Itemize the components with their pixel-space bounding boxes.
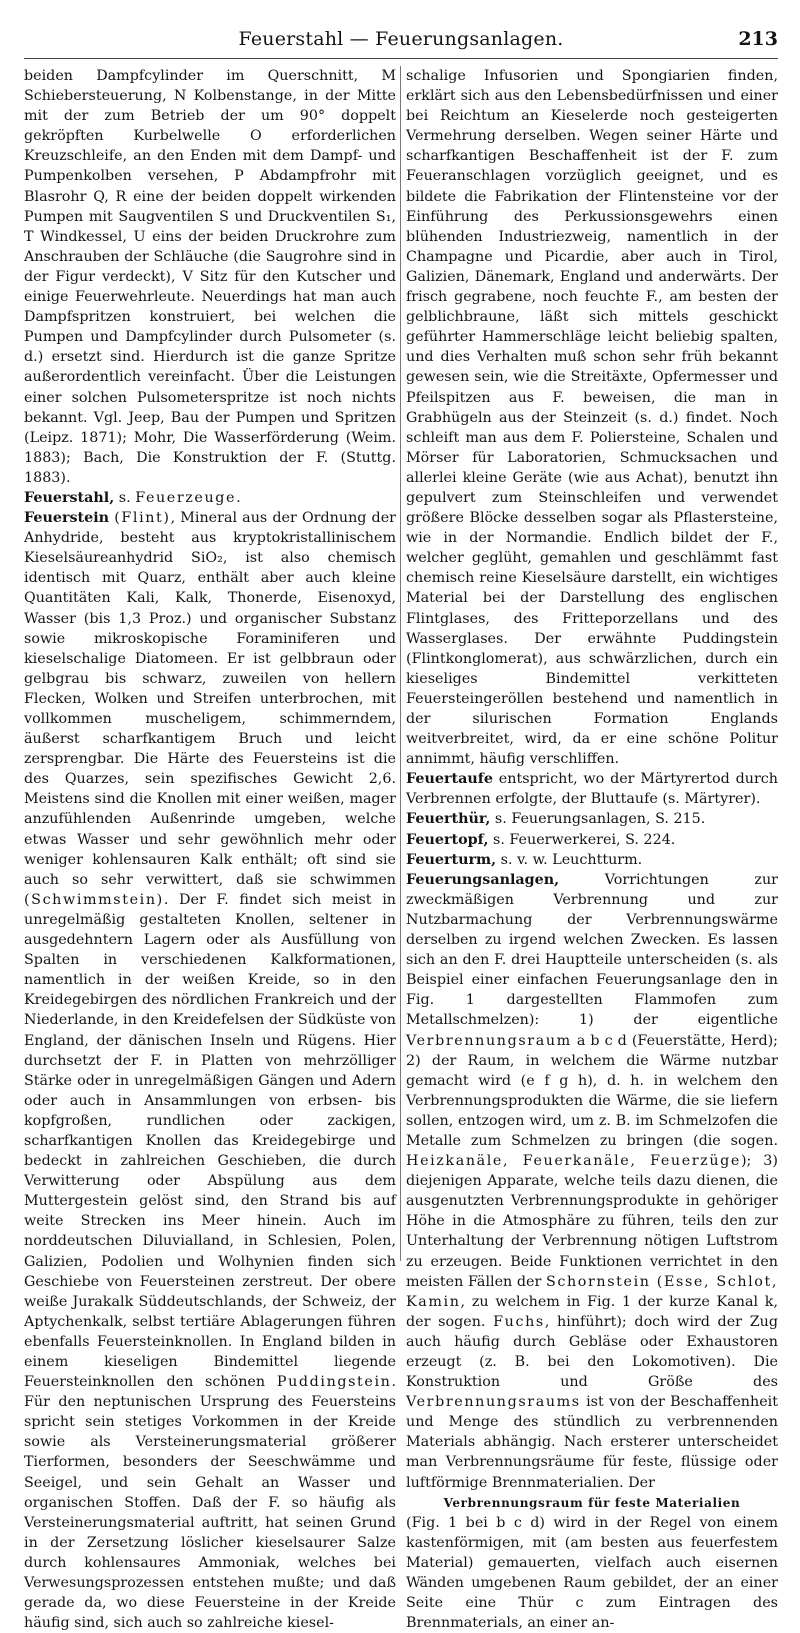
entry-text: , hinführt); doch wird der Zug auch häufig durch Gebläse oder Exhaustoren erzeugt (z. B. bei den Lokomotiven). Die Konstruktion und Größe des [406,1313,778,1391]
lemma-feuerthuer: Feuerthür, [406,811,491,828]
term-verbrennungsraum: Verbrennungsraum [406,1032,572,1049]
lemma-feuerungsanlagen: Feuerungsanlagen, [406,871,560,888]
entry-text: ); 3) diejenigen Apparate, welche teils dazu dienen, die ausgenutzten Verbrennungsprodukte in gehöriger Höhe in die Atmosphäre zu führen, teils den zur Unterhaltung der Verbrennung nötigen Luftstrom zu erzeugen. Beide Funktionen verrichtet in den meisten Fällen der [406,1153,778,1290]
paragraph-verbrennungsraum: (Fig. 1 bei b c d) wird in der Regel von einem kastenförmigen, mit (am besten aus feuerfestem Material) gemauerten, vielfach auch eisernen Wänden umgebenen Raum gebildet, der an einer Seite eine Thür c zum Eintragen des Brennmaterials, an einer an- [406,1514,778,1632]
column-divider [400,66,401,1261]
running-title: Feuerstahl — Feuerungsanlagen. [238,28,564,50]
entry-text: . Der F. findet sich meist in unregelmäßig gestalteten Knollen, seltener in ausgedehntern Lagern oder als Ausfüllung von Spalten in verschiedenen Kalkformationen, namentlich in der weißen Kreide, so in den Kreidegebirgen des nördlichen Frankreich und der Niederlande, in den Kreidefelsen der Südküste von England, der dänischen Inseln und Rügens. Hier durchsetzt der F. in Platten von mehrzölliger Stärke oder in unregelmäßigen Gängen und Adern oder auch in Ansammlungen von erbsen- bis kopfgroßen, rundlichen oder zackigen, scharfkantigen Knollen das Kreidegebirge und bedeckt in zahlreichen Geschieben, die durch Verwitterung oder Abspülung aus dem Muttergestein gelöst sind, den Strand bis auf weite Strecken ins Meer hinein. Auch im norddeutschen Diluvialland, in Schlesien, Polen, Galizien, Podolien und Wolhynien finden sich Geschiebe von Feuersteinen zerstreut. Der obere weiße Jurakalk Süddeutschlands, der Schweiz, der Aptychenkalk, selbst tertiäre Ablagerungen führen ebenfalls Feuersteinknollen. In England bilden in einem kieseligen Bindemittel liegende Feuersteinknollen den schönen [24,891,396,1391]
cross-reference: Feuerzeuge. [135,489,243,506]
paragraph-feuerstein-continued: schalige Infusorien und Spongiarien finden, erklärt sich aus den Lebensbedürfnissen und einer bei Reichtum an Kieselerde noch gesteigerten Vermehrung derselben. Wegen seiner Härte und scharfkantigen Beschaffenheit ist der F. zum Feueranschlagen vorzüglich geeignet, und es bildete die Fabrikation der Flintensteine vor der Einführung des Perkussionsgewehrs einen blühenden Industriezweig, namentlich in der Champagne und Picardie, aber auch in Tirol, Galizien, Dänemark, England und anderwärts. Der frisch gegrabene, noch feuchte F., am besten der gelblichbraune, läßt sich mittels geschickt geführter Hammerschläge leicht beliebig spalten, und dies Verhalten muß schon sehr früh bekannt gewesen sein, wie die Streitäxte, Opfermesser und Pfeilspitzen aus F. beweisen, die man in Grabhügeln aus der Steinzeit (s. d.) findet. Noch schleift man aus dem F. Poliersteine, Schalen und Mörser für Laboratorien, Schmucksachen und allerlei kleine Geräte (wie aus Achat), benutzt ihn gepulvert zum Steinschleifen und verwendet größere Blöcke desselben sogar als Pflastersteine, wie in der Normandie. Endlich bildet der F., welcher geglüht, gemahlen und geschlämmt fast chemisch reine Kieselsäure darstellt, ein wichtiges Material bei der Darstellung des englischen Flintglases, des Fritteporzellans und des Wasserglases. Der erwähnte Puddingstein (Flintkonglomerat), aus schwärzlichen, durch ein kieseliges Bindemittel verkitteten Feuersteingeröllen bestehend und namentlich in der silurischen Formation Englands weitverbreitet, wird, da er eine schöne Politur annimmt, häufig verschliffen. [406,68,778,768]
entry-feuerthuer [406,809,778,829]
entry-text: . Für den neptunischen Ursprung des Feuersteins spricht sein stetiges Vorkommen in der Kreide sowie als Versteinerungsmaterial größerer Tierformen, besonders der Seeschwämme und Seeigel, und sein Gehalt an Wasser und organischen Stoffen. Daß der F. so häufig als Versteinerungsmaterial auftritt, hat seinen Grund in der Zersetzung löslicher kieselsaurer Salze durch kohlensaures Ammoniak, welches bei Verwesungsprozessen entstehen mußte; und daß gerade da, wo diese Feuersteine in der Kreide häufig sind, sich auch so zahlreiche kiesel- [24,1374,396,1632]
entry-text: entspricht, wo der Märtyrertod durch Verbrennen erfolgte, der Bluttaufe (s. Märtyrer). [406,771,778,808]
paragraph-feuerspritze-continued: beiden Dampfcylinder im Querschnitt, M Schiebersteuerung, N Kolbenstange, in der Mitte mit der zum Betrieb der um 90° doppelt gekröpften Kurbelwelle O erforderlichen Kreuzschleife, an den Enden mit dem Dampf- und Pumpenkolben versehen, P Abdampfrohr mit Blasrohr Q, R eine der beiden doppelt wirkenden Pumpen mit Saugventilen S und Druckventilen S₁, T Windkessel, U eins der beiden Druckrohre zum Anschrauben der Schläuche (die Saugrohre sind in der Figur verdeckt), V Sitz für den Kutscher und einige Feuerwehrleute. Neuerdings hat man auch Dampfspritzen konstruiert, bei welchen die Pumpen und Dampfcylinder durch Pulsometer (s. d.) ersetzt sind. Hierdurch ist die ganze Spritze außerordentlich vereinfacht. Über die Leistungen einer solchen Pulsometerspritze ist noch nichts bekannt. Vgl. Jeep, Bau der Pumpen und Spritzen (Leipz. 1871); Mohr, Die Wasserförderung (Weim. 1883); Bach, Die Konstruktion der F. (Stuttg. 1883). [24,68,396,486]
page-header [24,22,778,59]
lemma-feuertaufe: Feuertaufe [406,771,493,788]
cross-reference: s. v. w. Leuchtturm. [496,851,643,868]
ref-prefix: s. [118,489,131,506]
entry-feuerungsanlagen [406,870,778,1493]
right-column [406,66,779,1632]
entry-feuerturm [406,850,778,870]
entry-text: a b c d (Feuerstätte, Herd); 2) der Raum, in welchem die Wärme nutzbar gemacht wird (e f g h), d. h. in welchem den Verbrennungsprodukten die Wärme, die sie liefern sollen, entzogen wird, um z. B. im Schmelzofen die Metalle zum Schmelzen zu bringen (die sogen. [406,1032,778,1149]
cross-reference: s. Feuerungsanlagen, S. 215. [490,811,706,828]
entry-text: , zu welchem in Fig. 1 der kurze Kanal k, der sogen. [406,1293,778,1330]
entry-feuerstein [24,508,396,1633]
term-schornstein: Schornstein (Esse, Schlot, Kamin [406,1273,779,1310]
synonym: (Flint) [114,510,171,527]
entry-feuerstahl [24,488,396,508]
page-number: 213 [738,28,778,50]
entry-feuertopf [406,830,778,850]
term-puddingstein: Puddingstein [276,1374,392,1391]
lemma-feuerturm: Feuerturm, [406,851,497,868]
term-fuchs: Fuchs [493,1313,545,1330]
term-heizkanaele: Heizkanäle, Feuerkanäle, Feuerzüge [406,1153,741,1170]
entry-text: Vorrichtungen zur zweckmäßigen Verbrennung und zur Nutzbarmachung der Verbrennungswärme derselben zu irgend welchen Zwecken. Es lassen sich an den F. drei Hauptteile unterscheiden (s. als Beispiel einer einfachen Feuerungsanlage den in Fig. 1 dargestellten Flammofen zum Metallschmelzen): 1) der eigentliche [406,871,778,1029]
lemma-feuerstahl: Feuerstahl, [24,489,115,506]
subheading: Verbrennungsraum für feste Materialien [443,1495,741,1510]
lemma-feuerstein: Feuerstein [24,510,110,527]
entry-feuertaufe [406,769,778,809]
term-verbrennungsraums: Verbrennungsraums [406,1394,581,1411]
lemma-feuertopf: Feuertopf, [406,831,489,848]
term-schwimmstein: (Schwimmstein) [24,891,164,908]
left-column [24,66,397,1632]
entry-text: , Mineral aus der Ordnung der Anhydride, besteht aus kryptokristallinischem Kieselsäureanhydrid SiO₂, ist also chemisch identisch mit Quarz, enthält aber auch kleine Quantitäten Kali, Kalk, Thonerde, Eisenoxyd, Wasser (bis 1,3 Proz.) und organischer Substanz sowie mikroskopische Foraminiferen und kieselschalige Diatomeen. Er ist gelbbraun oder gelbgrau bis schwarz, zuweilen von hellern Flecken, Wolken und Streifen unterbrochen, mit vollkommen muscheligem, schimmerndem, äußerst scharfkantigem Bruch und leicht zersprengbar. Die Härte des Feuersteins ist die des Quarzes, sein spezifisches Gewicht 2,6. Meistens sind die Knollen mit einer weißen, mager anzufühlenden Außenrinde umgeben, welche etwas Wasser und sehr gewöhnlich mehr oder weniger kohlensauren Kalk enthält; oft sind sie auch so sehr verwittert, daß sie schwimmen [24,510,397,888]
cross-reference: s. Feuerwerkerei, S. 224. [488,831,676,848]
entry-text: ist von der Beschaffenheit und Menge des stündlich zu verbrennenden Materials abhängig. Nach ersterer unterscheidet man Verbrennungsräume für feste, flüssige oder luftförmige Brennmaterialien. Der [406,1394,778,1491]
